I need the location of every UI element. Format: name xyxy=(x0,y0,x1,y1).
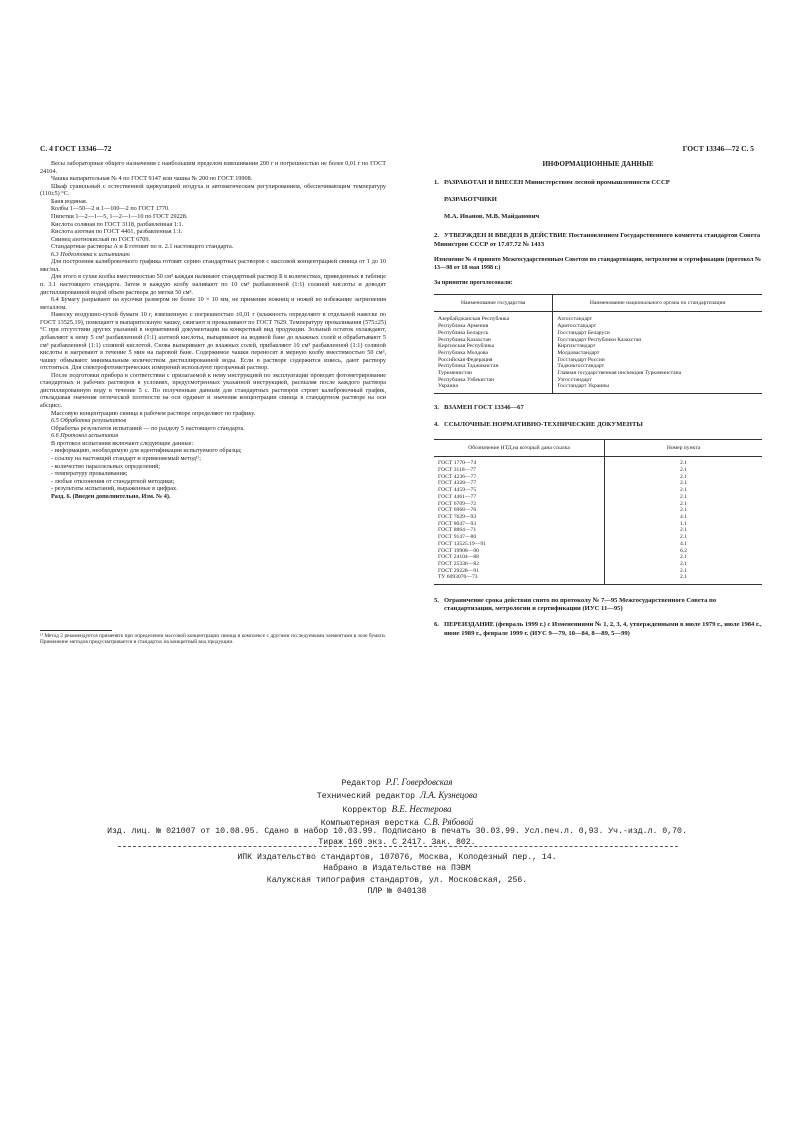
document-cell: ГОСТ 4328—77 xyxy=(438,480,477,487)
agency-cell: Госстандарт Республики Казахстан xyxy=(553,337,762,344)
clause-cell: 2.1 xyxy=(605,568,762,575)
imprint-credits xyxy=(0,776,794,829)
document-cell: ГОСТ 29228—91 xyxy=(438,567,479,574)
section-number: 5. xyxy=(434,597,439,605)
list-item: - любые отклонения от стандартной методики; xyxy=(51,477,175,485)
right-column xyxy=(434,160,762,638)
layout-label: Компьютерная верстка xyxy=(320,818,419,828)
typeset-line: Набрано в Издательстве на ПЭВМ xyxy=(323,864,471,874)
state-cell: Туркменистан xyxy=(438,370,472,377)
table-header-row xyxy=(434,294,762,312)
agency-cell: Госстандарт России xyxy=(553,357,762,364)
clause-cell: 2.1 xyxy=(605,574,762,584)
publisher-line: ИПК Издательство стандартов, 107076, Москва, Колодезный пер., 14. xyxy=(237,853,557,862)
paragraph: Для этого в сухие колбы вместимостью 50 см³ каждая наливают стандартный раствор Б в количествах, приведенных в таблице п. 3.1 настоящего стандарта. Затем в каждую колбу наливают по 10 см³ разбавленной (1:1) соляной кислоты и доводят дистиллированной водой объем раствора до метки 50 см³. xyxy=(40,273,386,296)
document-cell: ГОСТ 13525.19—91 xyxy=(438,540,486,547)
section-2-text: УТВЕРЖДЕН И ВВЕДЕН В ДЕЙСТВИЕ Постановлением Государственного комитета стандартов Совета Министров СССР от 17.07.72 № 1413 xyxy=(434,232,761,248)
table-row xyxy=(434,480,762,487)
document-cell: ГОСТ 4236—77 xyxy=(438,473,477,480)
page-header-right: ГОСТ 13346—72 С. 5 xyxy=(682,144,754,153)
table-row xyxy=(434,350,762,357)
tech-editor-label: Технический редактор xyxy=(316,792,416,802)
paragraph: 6.4 Бумагу разрывают на кусочки размером не более 10 × 10 мм, не применяя ножниц и ножей во избежание загрязнения металлом. xyxy=(40,296,386,311)
circulation-line: Тираж 160 экз. С 2417. Зак. 802. xyxy=(318,838,476,848)
paragraph: Весы лабораторные общего назначения с наибольшим пределом взвешивания 200 г и погрешностью не более 0,01 г по ГОСТ 24104. xyxy=(40,160,386,175)
license-line: Изд. лиц. № 021007 от 10.08.95. Сдано в набор 10.03.99. Подписано в печать 30.03.99. Усл.печ.л. 0,93. Уч.-изд.л. 0,70. xyxy=(107,827,687,836)
agency-cell: Таджикгосстандарт xyxy=(553,363,762,370)
agency-cell: Главная государственная инспекция Туркменистана xyxy=(553,370,762,377)
table-row xyxy=(434,330,762,337)
corrector-line xyxy=(0,803,794,816)
paragraph: Колбы 1—50—2 и 1—100—2 по ГОСТ 1770. xyxy=(51,205,170,213)
clause-cell: 2.1 xyxy=(605,480,762,487)
paragraph: Обработка результатов испытаний — по разделу 5 настоящего стандарта. xyxy=(51,424,245,432)
agency-cell: Азгосстандарт xyxy=(553,316,762,323)
left-column xyxy=(40,160,386,500)
agency-cell: Узгосстандарт xyxy=(553,377,762,384)
list-item: - информацию, необходимую для идентификации испытуемого образца; xyxy=(51,447,242,455)
table-row xyxy=(434,507,762,514)
state-cell: Российская Федерация xyxy=(438,356,493,363)
table-row xyxy=(434,534,762,541)
printing-line: Калужская типография стандартов, ул. Московская, 256. xyxy=(266,875,528,885)
state-cell: Украина xyxy=(434,383,553,393)
document-cell: ГОСТ 19908—90 xyxy=(438,547,479,554)
editor-name: Р.Г. Говердовская xyxy=(385,777,453,787)
table-header-row xyxy=(434,439,762,457)
section-number: 6. xyxy=(434,621,439,629)
list-item: - температуру прокаливания; xyxy=(51,470,128,478)
document-cell: ГОСТ 6709—72 xyxy=(438,500,477,507)
table-row xyxy=(434,370,762,377)
paragraph: Пипетки 1—2—1—5, 1—2—1—10 по ГОСТ 29228. xyxy=(51,212,188,220)
section-number: 2. xyxy=(434,232,439,240)
section-6 xyxy=(434,621,762,637)
state-cell: Республика Казахстан xyxy=(438,336,491,343)
clause-cell: 2.1 xyxy=(605,494,762,501)
document-cell: ГОСТ 7629—93 xyxy=(438,513,477,520)
clause-cell: 2.1 xyxy=(605,474,762,481)
table-row xyxy=(434,521,762,528)
document-cell: ГОСТ 3118—77 xyxy=(438,467,476,474)
clause-cell: 2.1 xyxy=(605,467,762,474)
imprint-publisher xyxy=(0,852,794,897)
document-cell: ГОСТ 8864—71 xyxy=(438,527,477,534)
votes-table xyxy=(434,294,762,394)
agency-cell: Госстандарт Украины xyxy=(553,383,762,393)
developers-names: М.А. Иванов, М.В. Майданович xyxy=(444,213,540,221)
section-5 xyxy=(434,597,762,613)
section-3-text: ВЗАМЕН ГОСТ 13346—67 xyxy=(444,404,524,412)
table-row xyxy=(434,541,762,548)
section-number: 4. xyxy=(434,421,439,429)
clause-cell: 4.1 xyxy=(605,514,762,521)
section-1-text: РАЗРАБОТАН И ВНЕСЕН Министерством лесной промышленности СССР xyxy=(444,178,670,186)
clause-cell: 4.1 xyxy=(605,541,762,548)
document-cell: ТУ 6093070—73 xyxy=(434,574,605,584)
table-row xyxy=(434,527,762,534)
state-cell: Республика Армения xyxy=(438,323,489,330)
table-row xyxy=(434,323,762,330)
section-number: 3. xyxy=(434,404,439,412)
developers-heading: РАЗРАБОТЧИКИ xyxy=(444,195,497,203)
imprint-divider xyxy=(118,846,678,847)
table-row xyxy=(434,474,762,481)
clause-cell: 2.1 xyxy=(605,534,762,541)
change-4-note: Изменение № 4 принято Межгосударственным Советом по стандартизации, метрологии и сертификации (протокол № 13—98 от 18 мая 1998 г.) xyxy=(434,256,761,271)
document-cell: ГОСТ 25336—82 xyxy=(438,560,479,567)
table-row xyxy=(434,548,762,555)
table-row xyxy=(434,383,762,393)
subsection-heading: 6.6 Протокол испытания xyxy=(51,432,119,440)
tech-editor-line xyxy=(0,789,794,802)
paragraph: Для построения калибровочного графика готовят серию стандартных растворов с массовой концентрацией свинца от 1 до 10 мкг/мл. xyxy=(40,258,386,273)
paragraph: Кислота азотная по ГОСТ 4461, разбавленная 1:1. xyxy=(51,228,183,236)
table-row xyxy=(434,363,762,370)
clause-cell: 2.1 xyxy=(605,561,762,568)
clause-cell: 2.1 xyxy=(605,507,762,514)
section-6-text: ПЕРЕИЗДАНИЕ (февраль 1999 г.) с Изменениями № 1, 2, 3, 4, утвержденными в июле 1979 г., июле 1984 г., июне 1989 г., феврале 1999 г. (ИУС 9—79, 10—84, 8—89, 5—99) xyxy=(444,621,762,637)
corrector-label: Корректор xyxy=(342,805,387,815)
table-row xyxy=(434,574,762,584)
paragraph: Стандартные растворы А и Б готовят по п. 2.1 настоящего стандарта. xyxy=(51,243,234,251)
amendment-note: Разд. 6. (Введен дополнительно, Изм. № 4). xyxy=(51,492,171,500)
section-4-text: ССЫЛОЧНЫЕ НОРМАТИВНО-ТЕХНИЧЕСКИЕ ДОКУМЕНТЫ xyxy=(444,421,643,429)
state-cell: Республика Молдова xyxy=(438,349,488,356)
plr-line: ПЛР № 040138 xyxy=(367,886,427,896)
table-row xyxy=(434,487,762,494)
editor-label: Редактор xyxy=(341,779,381,788)
list-item: - результаты испытаний, выраженные в цифрах. xyxy=(51,485,178,493)
voted-label: За принятие проголосовали: xyxy=(434,280,513,287)
table-row xyxy=(434,501,762,508)
section-number: 1. xyxy=(434,178,439,186)
document-cell: ГОСТ 6968—76 xyxy=(438,507,477,514)
clause-cell: 2.1 xyxy=(605,501,762,508)
paragraph: Чашка выпарительная № 4 по ГОСТ 9147 или чашка № 200 по ГОСТ 19908. xyxy=(51,175,253,183)
corrector-name: В.Е. Нестерова xyxy=(391,803,452,814)
state-cell: Республика Таджикистан xyxy=(438,363,499,370)
section-4 xyxy=(434,421,762,429)
section-2 xyxy=(434,232,762,248)
clause-cell: 2.1 xyxy=(605,527,762,534)
agency-cell: Госстандарт Беларуси xyxy=(553,330,762,337)
column-header: Номер пункта xyxy=(605,439,762,457)
info-title: ИНФОРМАЦИОННЫЕ ДАННЫЕ xyxy=(542,160,654,168)
list-item: - количество параллельных определений; xyxy=(51,462,161,470)
paragraph: Навеску воздушно-сухой бумаги 10 г, взвешенную с погрешностью ±0,01 г (влажность определяют в отдельной навеске по ГОСТ 13525.19), помещают в выпарительную чашку, сжигают и прокаливают по ГОСТ 7629. Температуру прокаливания (575±25) °С при отсутствии других указаний в нормативной документации на конкретный вид продукции. Зольный остаток охлаждают, добавляют к нему 5 см³ разбавленной (1:1) азотной кислоты, выпаривают на водяной бане до влажных солей и обрабатывают 5 см³ разбавленной (1:1) соляной кислотой. Снова выпаривают до влажных солей, прибавляют 10 см³ разбавленной (1:1) соляной кислоты и нагревают в течение 5 мин на паровой бане. Содержимое чашки переносят в мерную колбу вместимостью 50 см³, чашку обмывают минимальным количеством дистиллированной воды. Если в растворе содержится взвесь, дают раствору отстояться. Для спектрофотометрических измерений используют прозрачный раствор. xyxy=(40,311,386,372)
table-row xyxy=(434,343,762,350)
agency-cell: Киргизстандарт xyxy=(553,343,762,350)
paragraph: Свинец азотнокислый по ГОСТ 6709. xyxy=(51,235,151,243)
subsection-heading: 6.5 Обработка результатов xyxy=(51,417,127,425)
document-cell: ГОСТ 24104—88 xyxy=(438,554,479,561)
section-5-text: Ограничение срока действия снято по протоколу № 7—95 Межгосударственного Совета по стандартизации, метрологии и сертификации (ИУС 11—95) xyxy=(444,597,717,613)
document-cell: ГОСТ 8047—93 xyxy=(438,520,477,527)
clause-cell: 2.1 xyxy=(605,460,762,467)
clause-cell: 2.1 xyxy=(605,487,762,494)
document-cell: ГОСТ 4461—77 xyxy=(438,493,477,500)
column-header: Наименование государства xyxy=(434,294,553,312)
document-cell: ГОСТ 1770—74 xyxy=(438,460,477,467)
editor-line xyxy=(0,776,794,789)
column-header: Обозначение НТД,на который дана ссылка xyxy=(434,439,605,457)
table-row xyxy=(434,568,762,575)
clause-cell: 2.1 xyxy=(605,554,762,561)
paragraph: Шкаф сушильный с естественной циркуляцией воздуха и автоматическим регулированием, обеспечивающим температуру (110±5) °С. xyxy=(40,182,386,198)
layout-name: С.В. Рябовой xyxy=(423,816,474,827)
tech-editor-name: Л.А. Кузнецова xyxy=(419,790,478,801)
agency-cell: Армгосстандарт xyxy=(553,323,762,330)
table-row xyxy=(434,467,762,474)
paragraph: Кислота соляная по ГОСТ 3118, разбавленная 1:1. xyxy=(51,220,184,228)
paragraph: В протокол испытания включают следующие данные: xyxy=(51,439,194,447)
paragraph: Массовую концентрацию свинца в рабочем растворе определяют по графику. xyxy=(51,409,256,417)
table-row xyxy=(434,460,762,467)
subsection-heading: 6.3 Подготовка к испытанию xyxy=(51,250,130,258)
table-row xyxy=(434,377,762,384)
paragraph: После подготовки прибора в соответствии с прилагаемой к нему инструкцией по эксплуатации проводят фотометрирование стандартных и рабочих растворов в условиях, предусмотренных указанной инструкцией, распыляя после каждого раствора дистиллированную воду в течение 5 с. По полученным данным для стандартных растворов строят калибровочный график, откладывая значения оптической плотности на оси ординат и значения концентрации свинца в стандартном растворе на оси абсцисс. xyxy=(40,371,386,409)
footnote-divider xyxy=(40,630,112,631)
state-cell: Азербайджанская Республика xyxy=(438,316,510,323)
paragraph: Баня водяная. xyxy=(51,197,88,205)
section-1 xyxy=(434,179,762,187)
document-cell: ГОСТ 4459—75 xyxy=(438,487,477,494)
clause-cell: 1.1 xyxy=(605,521,762,528)
state-cell: Республика Беларусь xyxy=(438,329,489,336)
document-cell: ГОСТ 9147—80 xyxy=(438,534,477,541)
table-row xyxy=(434,554,762,561)
footnote: ¹⁾ Метод 2 рекомендуется применять при определении массовой концентрации свинца в комплексе с другими исследуемыми элементами в золе бумаги. Применение методов предусматривается в стандартах на конкретный вид продукции. xyxy=(40,633,386,646)
state-cell: Республика Узбекистан xyxy=(438,376,494,383)
section-3 xyxy=(434,404,762,412)
list-item: - ссылку на настоящий стандарт и применяемый метод¹⁾; xyxy=(51,454,201,462)
table-row xyxy=(434,561,762,568)
column-header: Наименование национального органа по стандартизации xyxy=(553,294,762,312)
references-table xyxy=(434,439,762,585)
table-row xyxy=(434,494,762,501)
table-row xyxy=(434,514,762,521)
agency-cell: Молдовастандарт xyxy=(553,350,762,357)
clause-cell: 6.2 xyxy=(605,548,762,555)
page-header-left: С. 4 ГОСТ 13346—72 xyxy=(40,144,112,153)
state-cell: Киргизская Республика xyxy=(438,343,495,350)
